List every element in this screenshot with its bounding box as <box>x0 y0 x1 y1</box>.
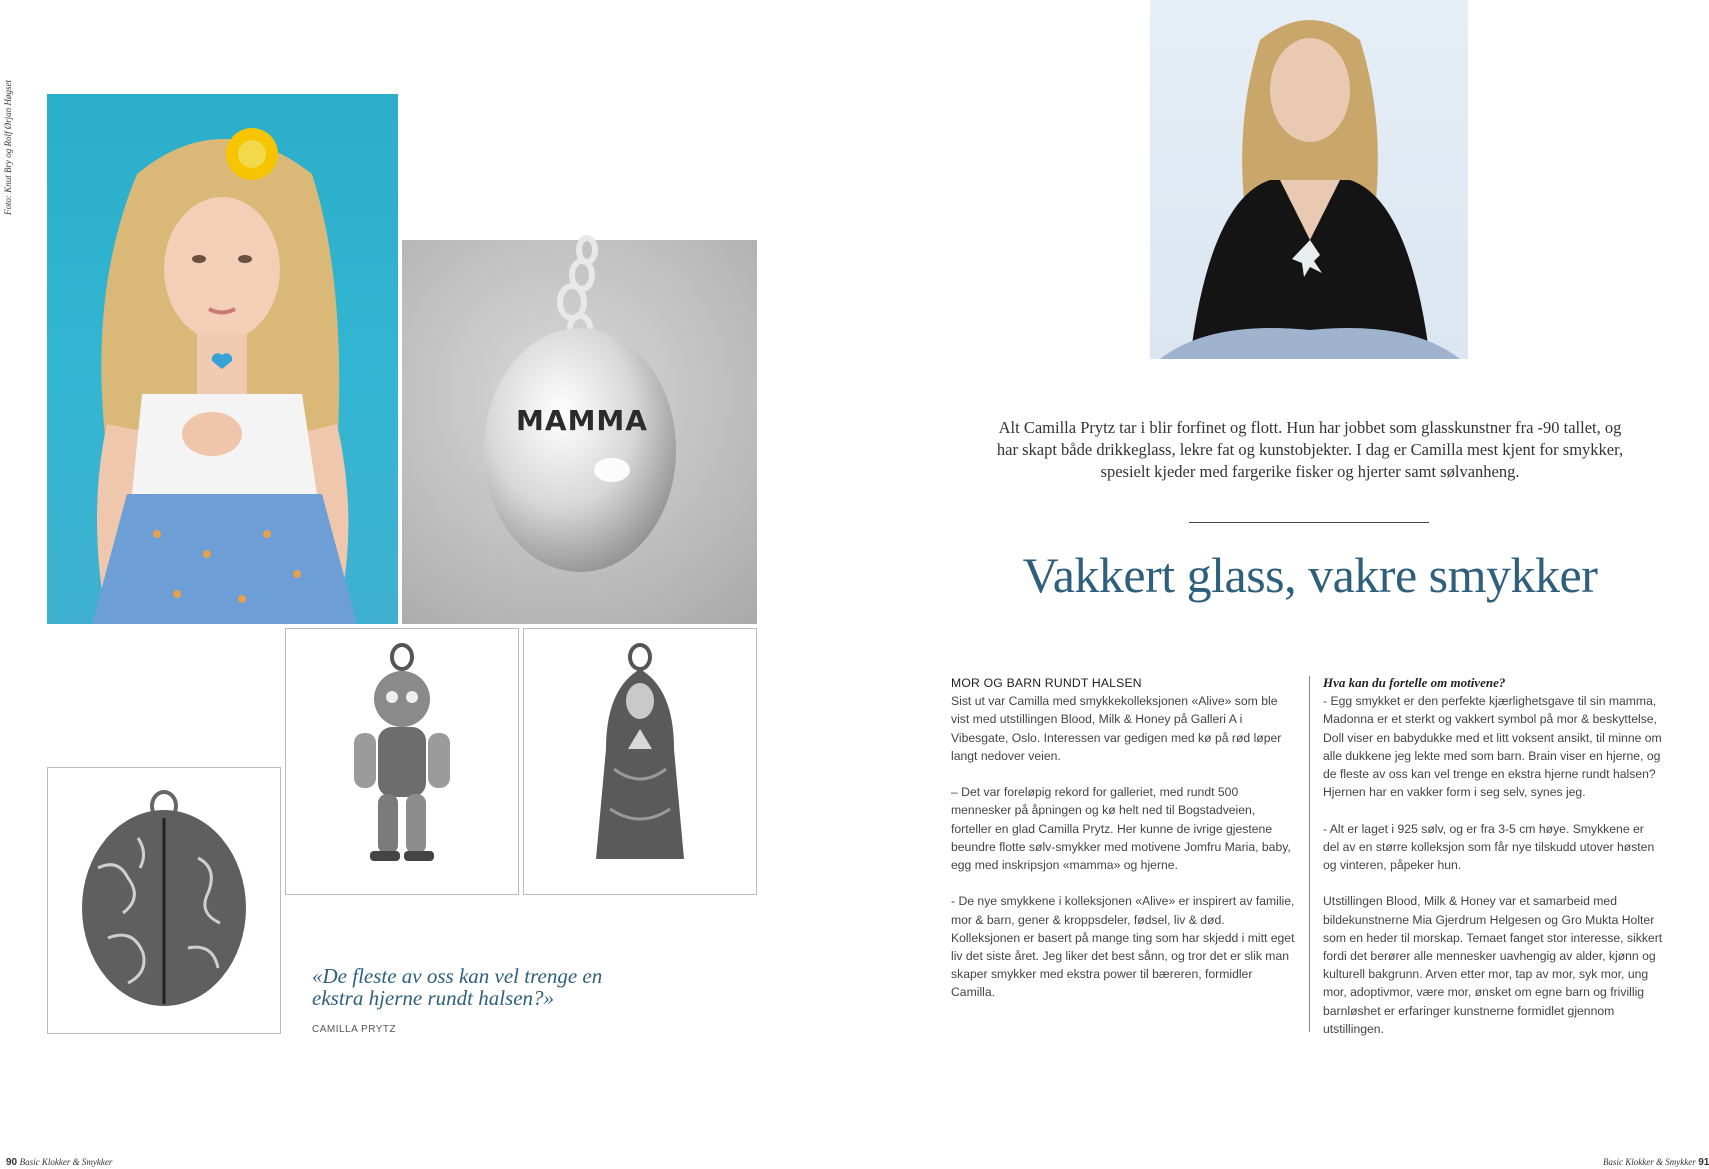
brain-pendant-illustration <box>48 768 280 1033</box>
yellow-flower-icon <box>226 128 278 180</box>
girl-photo <box>47 94 398 624</box>
footer-left <box>6 1157 112 1168</box>
photo-credit: Foto: Knut Bry og Rolf Ørjan Høgset <box>3 80 13 215</box>
madonna-pendant-photo <box>523 628 757 895</box>
magazine-name-left: Basic Klokker & Smykker <box>19 1157 113 1167</box>
woman-illustration <box>1150 0 1468 359</box>
page-number-left: 90 <box>6 1157 18 1168</box>
question-heading: Hva kan du fortelle om motivene? <box>1323 675 1506 690</box>
doll-pendant-illustration <box>286 629 518 894</box>
doll-pendant-photo <box>285 628 519 895</box>
left-paragraph-1: Sist ut var Camilla med smykkekolleksjonen «Alive» som ble vist med utstillingen Blood, Milk & Honey på Galleri A i Vibesgate, Oslo. Interessen var gedigen med kø på rød løper langt nedover veien. <box>951 694 1282 763</box>
column-divider <box>1309 676 1310 1032</box>
girl-illustration <box>47 94 398 624</box>
magazine-name-right: Basic Klokker & Smykker <box>1603 1157 1696 1167</box>
right-paragraph-1: - Egg smykket er den perfekte kjærlighetsgave til sin mamma, Madonna er et sterkt og vakkert symbol på mor & beskyttelse, Doll viser en babydukke med et litt voksent ansikt, til minne om alle dukkene jeg lekte med som barn. Brain viser en hjerne, og de fleste av oss kan vel trenge en ekstra hjerne rundt halsen? Hjernen har en vakker form i seg selv, synes jeg. <box>1323 694 1662 800</box>
madonna-pendant-illustration <box>524 629 756 894</box>
egg-inscription: MAMMA <box>516 404 648 437</box>
section-heading: MOR OG BARN RUNDT HALSEN <box>951 676 1142 690</box>
egg-pendant-photo <box>402 240 757 624</box>
page-number-right: 91 <box>1698 1157 1709 1168</box>
quote-author: CAMILLA PRYTZ <box>312 1024 397 1035</box>
left-column <box>951 674 1296 1020</box>
left-paragraph-3: - De nye smykkene i kolleksjonen «Alive» er inspirert av familie, mor & barn, gener & kroppsdeler, fødsel, liv & død. Kolleksjonen er basert på mange ting som har skjedd i mitt eget liv det siste året. Jeg liker det best sånn, og tror det er slik man skaper smykker med ekstra power til bæreren, formidler Camilla. <box>951 894 1295 1000</box>
right-paragraph-2: - Alt er laget i 925 sølv, og er fra 3-5 cm høye. Smykkene er del av en større kolleksjon som får nye tilskudd utover høsten og vinteren, påpeker hun. <box>1323 821 1655 873</box>
divider-line <box>1189 522 1429 523</box>
headline: Vakkert glass, vakre smykker <box>1022 547 1598 603</box>
left-paragraph-2: – Det var foreløpig rekord for galleriet, med rundt 500 mennesker på åpningen og kø helt ned til Bogstadveien, forteller en glad Camilla Prytz. Her kunne de ivrige gjestene beundre flotte sølv-smykker med motivene Jomfru Maria, baby, egg med inskripsjon «mamma» og hjerne. <box>951 785 1291 873</box>
woman-photo <box>1150 0 1468 359</box>
footer-right <box>1603 1157 1709 1168</box>
brain-pendant-photo <box>47 767 281 1034</box>
right-paragraph-3: Utstillingen Blood, Milk & Honey var et samarbeid med bildekunstnerne Mia Gjerdrum Helgesen og Gro Mukta Holter som en heder til morskap. Temaet fanget stor interesse, sikkert fordi det berører alle mennesker uavhengig av alder, kjønn og kulturell bakgrunn. Arven etter mor, tap av mor, syk mor, ung mor, adoptivmor, være mor, ønsket om egne barn og frivillig barnløshet er erfaringer kunstnerne formidlet gjennom utstillingen. <box>1323 894 1663 1036</box>
intro-paragraph: Alt Camilla Prytz tar i blir forfinet og flott. Hun har jobbet som glasskunstner fra -90 tallet, og har skapt både drikkeglass, lekre fat og kunstobjekter. I dag er Camilla mest kjent for smykker, spesielt kjeder med fargerike fisker og hjerter samt sølvanheng. <box>996 418 1624 481</box>
right-column <box>1323 674 1663 1056</box>
pull-quote: «De fleste av oss kan vel trenge en ekstra hjerne rundt halsen?» <box>312 964 603 1010</box>
